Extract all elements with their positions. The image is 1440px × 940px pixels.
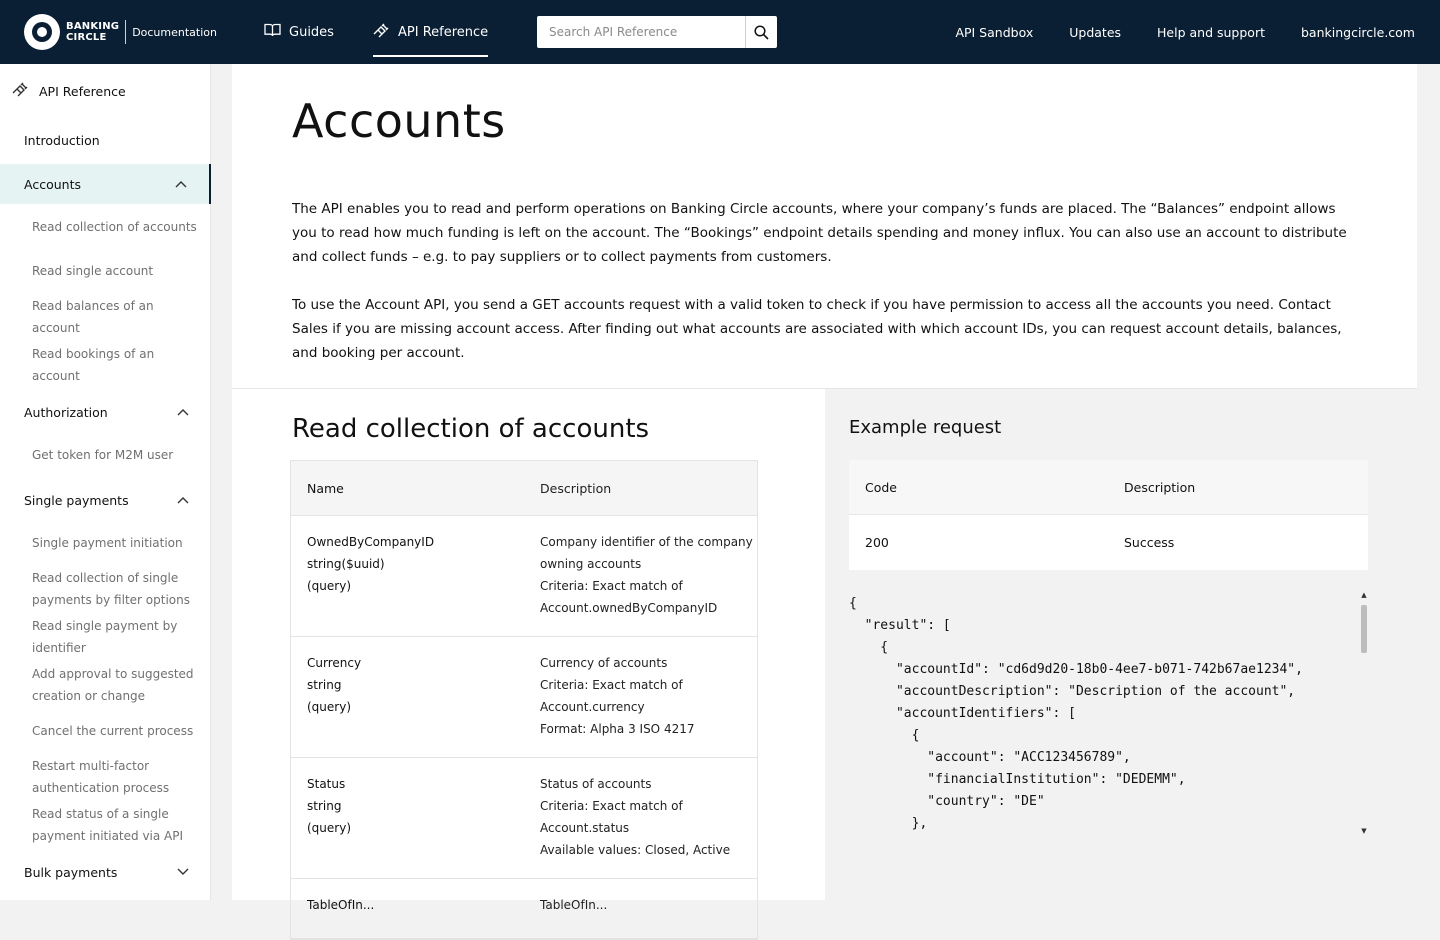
nav-updates[interactable]: Updates (1069, 24, 1122, 40)
intro-paragraph: The API enables you to read and perform operations on Banking Circle accounts, where your company’s funds are placed. The “Balances” endpoint allows you to read how much funding is left on the account. The “Bookings” endpoint details spending and money influx. You can also use an account to distribute and collect funds – e.g. to pay suppliers or to collect payments from customers. (292, 201, 1347, 265)
chevron-up-icon (177, 494, 189, 507)
example-request-title: Example request (849, 417, 1002, 438)
sidebar-subitem[interactable]: Read balances of an account (32, 299, 154, 335)
sidebar-subitem[interactable]: Read status of a single payment initiated via API (32, 807, 184, 843)
sidebar-subitem[interactable]: Cancel the current process (32, 724, 194, 738)
response-codes-table (849, 460, 1368, 570)
top-navigation (0, 0, 1440, 64)
search-input[interactable] (537, 16, 745, 48)
banking-circle-logo-icon (24, 14, 60, 50)
param-name: TableOfIn... (307, 898, 375, 912)
param-name: OwnedByCompanyID string($uuid) (query) (307, 535, 435, 593)
banking-circle-logo[interactable] (24, 14, 217, 50)
top-right-links (919, 0, 1415, 64)
scroll-up-arrow-icon[interactable]: ▲ (1361, 591, 1367, 599)
chevron-up-icon (177, 406, 189, 419)
table-row (291, 516, 757, 637)
chevron-up-icon (175, 178, 187, 191)
table-header (291, 461, 757, 516)
nav-bankingcircle-com[interactable]: bankingcircle.com (1300, 24, 1415, 40)
main-content (232, 64, 1417, 912)
column-header-name: Name (307, 480, 344, 496)
search-box (537, 16, 777, 48)
param-description: Company identifier of the company owning accounts Criteria: Exact match of Account.ownedByCompanyID (540, 535, 753, 615)
sidebar (0, 64, 211, 900)
param-description: Status of accounts Criteria: Exact match of Account.status Available values: Closed, Active (540, 777, 731, 857)
nav-help-and-support[interactable]: Help and support (1157, 24, 1265, 40)
table-row (291, 758, 757, 879)
usage-paragraph: To use the Account API, you send a GET accounts request with a valid token to check if you have permission to access all the accounts you need. Contact Sales if you are missing account access. After finding out what accounts are associated with which account IDs, you can request account details, balances, and booking per account. (292, 297, 1342, 361)
table-row (291, 637, 757, 758)
code-scrollbar[interactable] (1360, 591, 1368, 835)
sidebar-item-label: Single payments (24, 492, 129, 508)
scrollbar-thumb[interactable] (1361, 605, 1367, 653)
sidebar-item-single-payments[interactable] (0, 480, 211, 520)
search-icon (754, 25, 769, 40)
column-header-description: Description (540, 480, 612, 496)
json-example-code[interactable]: { "result": [ { "accountId": "cd6d9d20-18b0-4ee7-b071-742b67ae1234", "accountDescription": "Description of the account", "accountIdentifiers": [ { "account": "ACC123456789", "financialInstitution": "DEDEMM", "country": "DE" }, (849, 596, 1303, 831)
sidebar-subitem[interactable]: Read collection of accounts (32, 220, 197, 234)
sidebar-item-label: Bulk payments (24, 864, 118, 880)
nav-api-sandbox[interactable]: API Sandbox (955, 24, 1034, 40)
sidebar-subitem[interactable]: Add approval to suggested creation or change (32, 667, 194, 703)
param-description: Currency of accounts Criteria: Exact match of Account.currency Format: Alpha 3 ISO 4217 (540, 656, 695, 736)
plug-icon (12, 81, 29, 102)
section-title: Read collection of accounts (292, 414, 650, 444)
parameters-table (290, 460, 758, 940)
table-row (291, 879, 757, 939)
response-description: Success (1124, 535, 1175, 550)
sidebar-item-introduction[interactable] (0, 120, 211, 160)
nav-guides[interactable] (264, 0, 334, 64)
sidebar-subitem[interactable]: Read single account (32, 264, 154, 278)
sidebar-subitem[interactable]: Read single payment by identifier (32, 619, 178, 655)
param-name: Currency string (query) (307, 656, 362, 714)
example-request-panel (825, 389, 1417, 900)
sidebar-subitem[interactable]: Read collection of single payments by filter options (32, 571, 190, 607)
sidebar-item-label: Accounts (24, 176, 81, 192)
scroll-down-arrow-icon[interactable]: ▼ (1361, 827, 1367, 835)
table-header (849, 460, 1368, 515)
sidebar-header[interactable] (12, 81, 126, 102)
sidebar-header-label: API Reference (39, 84, 126, 99)
response-code: 200 (865, 535, 889, 550)
page-title: Accounts (292, 94, 506, 148)
sidebar-subitem[interactable]: Restart multi-factor authentication process (32, 759, 170, 795)
logo-wordmark: BANKING CIRCLE (66, 21, 120, 43)
sidebar-item-bulk-payments[interactable] (0, 852, 211, 892)
column-header-code: Code (865, 479, 898, 495)
nav-api-reference-label: API Reference (398, 24, 489, 40)
sidebar-subitem[interactable]: Read bookings of an account (32, 347, 155, 383)
plug-icon (373, 22, 390, 43)
table-row (849, 515, 1368, 570)
sidebar-subitem[interactable]: Get token for M2M user (32, 448, 174, 462)
chevron-down-icon (177, 866, 189, 879)
sidebar-item-accounts[interactable] (0, 164, 211, 204)
sidebar-item-label: Introduction (24, 132, 100, 148)
nav-guides-label: Guides (289, 24, 334, 40)
book-icon (264, 23, 281, 41)
nav-api-reference[interactable] (373, 0, 488, 64)
logo-divider (125, 20, 126, 44)
logo-section-label: Documentation (132, 25, 217, 39)
column-header-description: Description (1124, 479, 1196, 495)
param-description: TableOfIn... (540, 898, 608, 912)
sidebar-item-label: Authorization (24, 404, 108, 420)
sidebar-item-authorization[interactable] (0, 392, 211, 432)
param-name: Status string (query) (307, 777, 352, 835)
sidebar-subitem[interactable]: Single payment initiation (32, 536, 183, 550)
search-button[interactable] (745, 16, 777, 48)
